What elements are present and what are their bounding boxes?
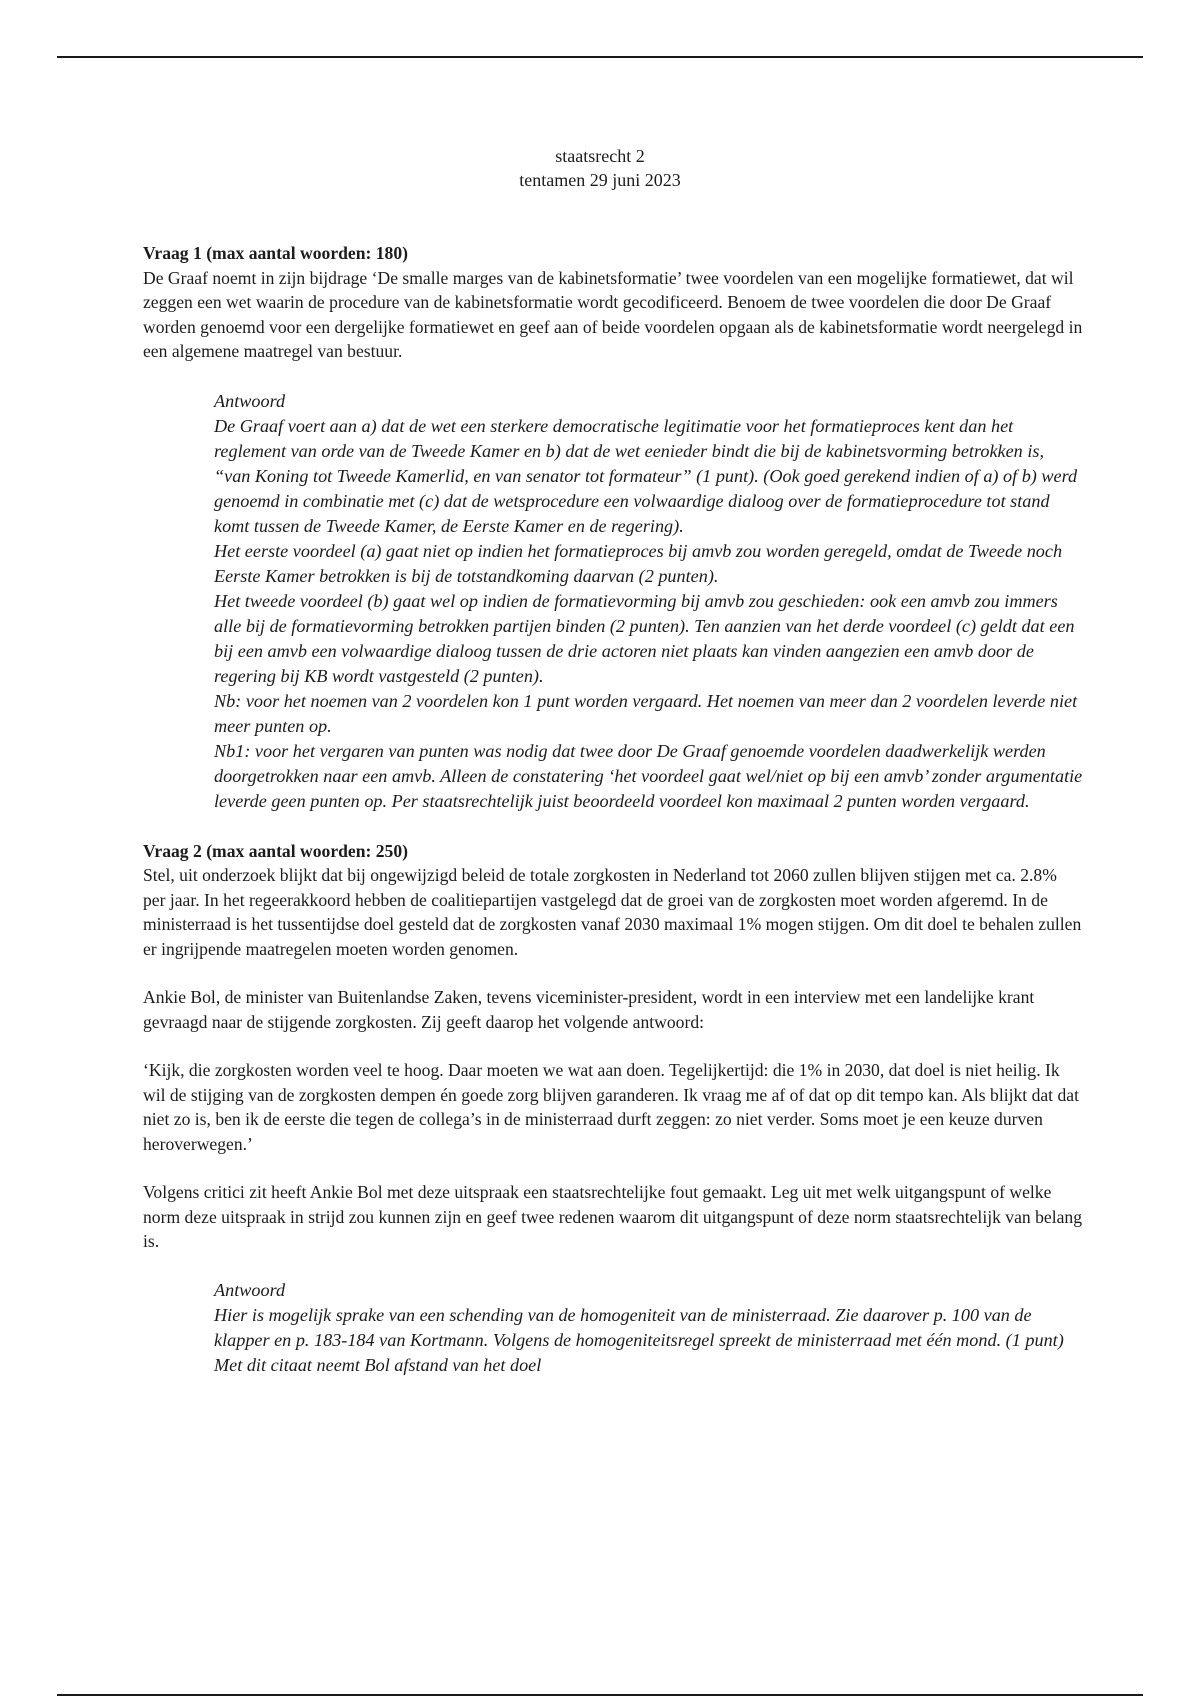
exam-date: tentamen 29 juni 2023 (519, 170, 681, 190)
question-2-context: Ankie Bol, de minister van Buitenlandse Zaken, tevens viceminister-president, wordt in een interview met een landelijke krant gevraagd naar de stijgende zorgkosten. Zij geeft daarop het volgende antwoord: (143, 987, 1035, 1032)
answer-note: Nb1: voor het vergaren van punten was nodig dat twee door De Graaf genoemde voordelen daadwerkelijk werden doorgetrokken naar een amvb. Alleen de constatering ‘het voordeel gaat wel/niet op bij een amvb’ zonder argumentatie leverde geen punten op. Per staatsrechtelijk juist beoordeeld voordeel kon maximaal 2 punten worden vergaard. (214, 740, 1083, 811)
document-body (143, 241, 1083, 1378)
question-2-assignment: Volgens critici zit heeft Ankie Bol met deze uitspraak een staatsrechtelijke fout gemaakt. Leg uit met welk uitgangspunt of welke norm deze uitspraak in strijd zou kunnen zijn en geef twee redenen waarom dit uitgangspunt of deze norm staatsrechtelijk van belang is. (143, 1182, 1082, 1251)
answer-paragraph: Het eerste voordeel (a) gaat niet op indien het formatieproces bij amvb zou worden geregeld, omdat de Tweede noch Eerste Kamer betrokken is bij de totstandkoming daarvan (2 punten). (214, 540, 1063, 586)
answer-label: Antwoord (214, 390, 286, 411)
answer-paragraph: De Graaf voert aan a) dat de wet een sterkere democratische legitimatie voor het formatieproces kent dan het reglement van orde van de Tweede Kamer en b) dat de wet eenieder bindt die bij de kabinetsvorming betrokken is, “van Koning tot Tweede Kamerlid, en van senator tot formateur” (1 punt). (Ook goed gerekend indien of a) of b) werd genoemd in combinatie met (c) dat de wetsprocedure een volwaardige dialoog over de formatieprocedure tot stand komt tussen de Tweede Kamer, de Eerste Kamer en de regering). (214, 415, 1078, 536)
interview-quote: ‘Kijk, die zorgkosten worden veel te hoog. Daar moeten we wat aan doen. Tegelijkertijd: die 1% in 2030, dat doel is niet heilig. Ik wil de stijging van de zorgkosten dempen én goede zorg blijven garanderen. Ik vraag me af of dat op dit tempo kan. Als blijkt dat dat niet zo is, ben ik de eerste die tegen de collega’s in de ministerraad durft zeggen: zo niet verder. Soms moet je een keuze durven heroverwegen.’ (143, 1060, 1079, 1154)
question-2-title: Vraag 2 (max aantal woorden: 250) (143, 840, 409, 861)
question-1-answer (214, 389, 1083, 814)
bottom-rule (57, 1694, 1143, 1696)
course-title: staatsrecht 2 (555, 146, 645, 166)
answer-label: Antwoord (214, 1279, 286, 1300)
question-1-title: Vraag 1 (max aantal woorden: 180) (143, 243, 409, 263)
question-1-text: De Graaf noemt in zijn bijdrage ‘De smalle marges van de kabinetsformatie’ twee voordelen van een mogelijke formatiewet, dat wil zeggen een wet waarin de procedure van de kabinetsformatie wordt gecodificeerd. Benoem de twee voordelen die door De Graaf worden genoemd voor een dergelijke formatiewet en geef aan of beide voordelen opgaan als de kabinetsformatie wordt neergelegd in een algemene maatregel van bestuur. (143, 267, 1083, 361)
answer-paragraph: Hier is mogelijk sprake van een schending van de homogeniteit van de ministerraad. Zie daarover p. 100 van de klapper en p. 183-184 van Kortmann. Volgens de homogeniteitsregel spreekt de ministerraad met één mond. (1 punt) Met dit citaat neemt Bol afstand van het doel (214, 1304, 1064, 1375)
document-header (0, 144, 1200, 192)
answer-note: Nb: voor het noemen van 2 voordelen kon 1 punt worden vergaard. Het noemen van meer dan 2 voordelen leverde niet meer punten op. (214, 690, 1078, 736)
top-rule (57, 56, 1143, 58)
question-2-answer (214, 1278, 1083, 1378)
answer-paragraph: Het tweede voordeel (b) gaat wel op indien de formatievorming bij amvb zou geschieden: ook een amvb zou immers alle bij de formatievorming betrokken partijen binden (2 punten). Ten aanzien van het derde voordeel (c) geldt dat een bij een amvb een volwaardige dialoog tussen de drie actoren niet plaats kan vinden aangezien een amvb door de regering bij KB wordt vastgesteld (2 punten). (214, 590, 1075, 686)
question-2-text: Stel, uit onderzoek blijkt dat bij ongewijzigd beleid de totale zorgkosten in Nederland tot 2060 zullen blijven stijgen met ca. 2.8% per jaar. In het regeerakkoord hebben de coalitiepartijen vastgelegd dat de groei van de zorgkosten moet worden afgeremd. In de ministerraad is het tussentijdse doel gesteld dat de zorgkosten vanaf 2030 maximaal 1% mogen stijgen. Om dit doel te behalen zullen er ingrijpende maatregelen moeten worden genomen. (143, 865, 1082, 959)
